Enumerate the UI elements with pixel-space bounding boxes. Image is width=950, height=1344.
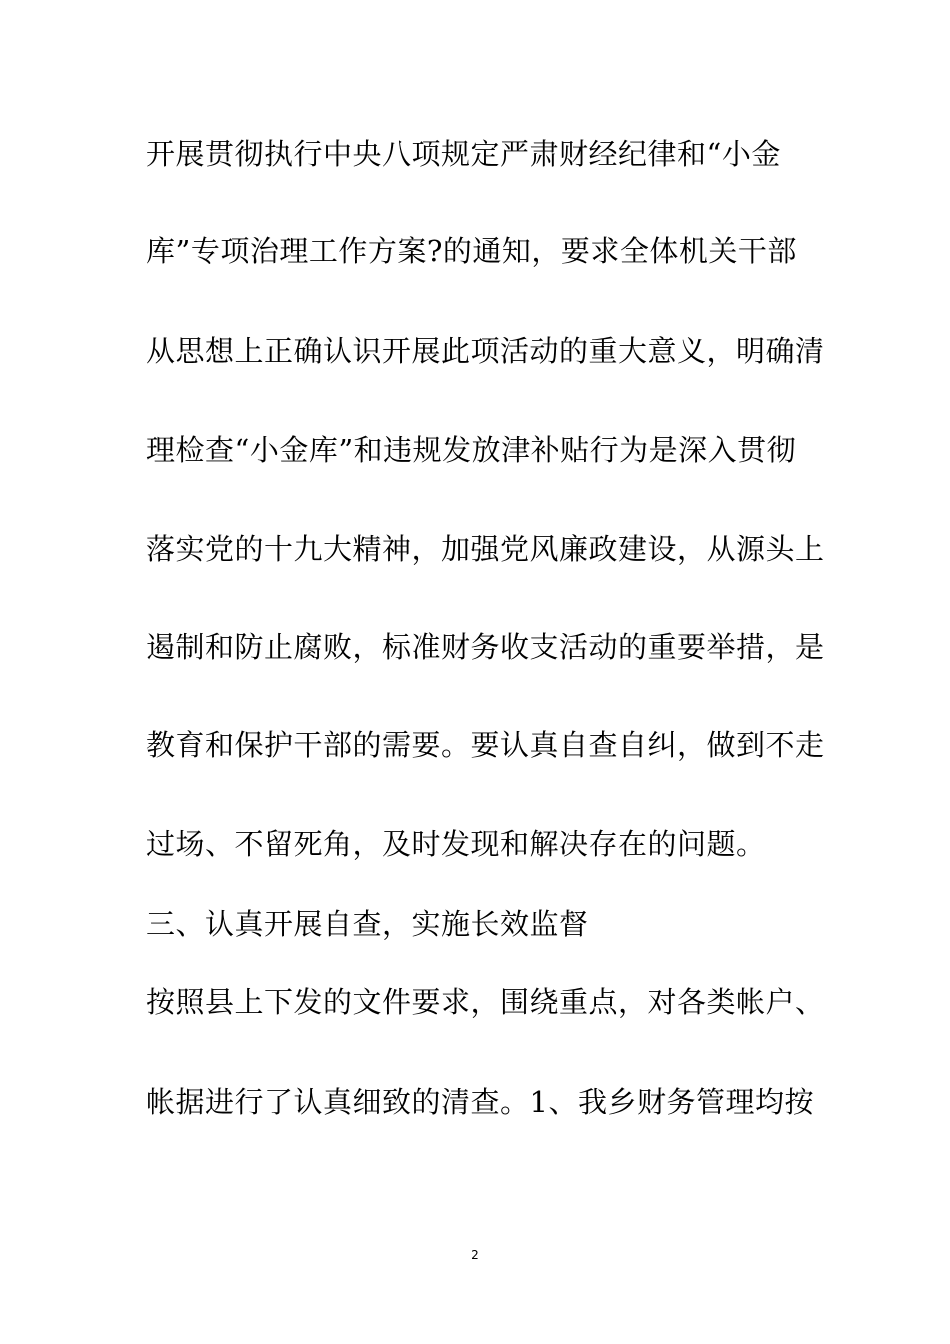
- body-text-line: 开展贯彻执行中央八项规定严肃财经纪律和“小金: [146, 137, 781, 171]
- body-text-line: 落实党的十九大精神，加强党风廉政建设，从源头上: [146, 532, 825, 566]
- body-text-line: 教育和保护干部的需要。要认真自查自纠，做到不走: [146, 728, 825, 762]
- body-text-line: 从思想上正确认识开展此项活动的重大意义，明确清: [146, 334, 825, 368]
- page-number: 2: [471, 1248, 479, 1262]
- section-heading: 三、认真开展自查，实施长效监督: [146, 907, 589, 941]
- body-text-line: 帐据进行了认真细致的清查。1、我乡财务管理均按: [146, 1085, 814, 1119]
- body-text-line: 遏制和防止腐败，标准财务收支活动的重要举措，是: [146, 630, 825, 664]
- body-text-line: 理检查“小金库”和违规发放津补贴行为是深入贯彻: [146, 433, 797, 467]
- body-text-line: 库”专项治理工作方案?的通知，要求全体机关干部: [146, 234, 797, 268]
- body-text-line: 过场、不留死角，及时发现和解决存在的问题。: [146, 827, 766, 861]
- body-text-line: 按照县上下发的文件要求，围绕重点，对各类帐户、: [146, 985, 825, 1019]
